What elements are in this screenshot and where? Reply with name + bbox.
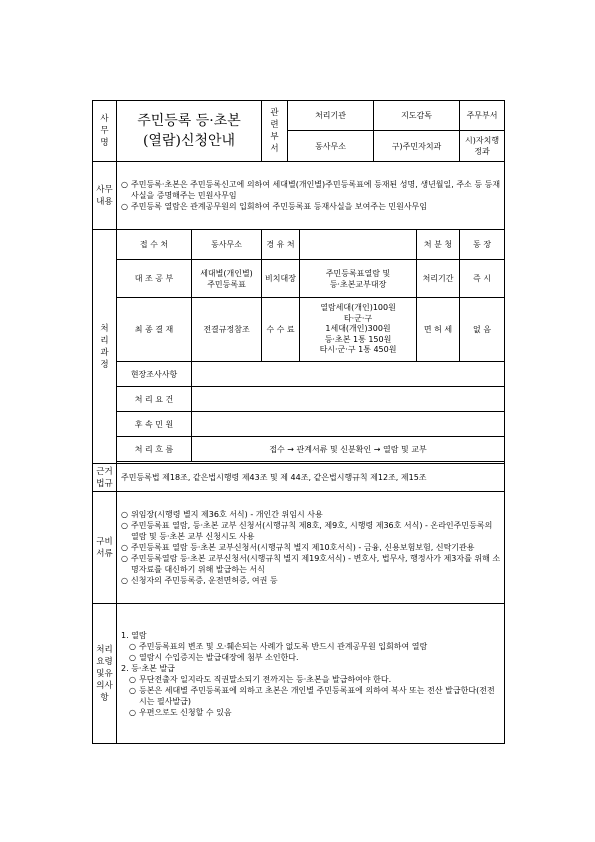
document-item-text: 주민등록표 열람, 등·초본 교부 신청서(시행규칙 제8호, 제9호, 시행령 제36호 서식) - 온라인주민등록의 열람 및 등·초본 교부 신청시도 사용 <box>131 521 493 541</box>
document-item <box>121 575 502 586</box>
notes-item <box>129 674 502 685</box>
ledger2-label: 비치대장 <box>262 260 300 298</box>
document-item-text: 위임장(시행령 별지 제36호 서식) - 개인간 위임시 사용 <box>131 510 323 519</box>
notes-item-text: 우편으로도 신청할 수 있음 <box>139 707 232 717</box>
document-item-text: 신청자의 주민등록증, 운전면허증, 여권 등 <box>131 576 278 585</box>
notes-label <box>93 604 117 744</box>
fee-value-text: 열람세대(개인)100원 타·군·구 1세대(개인)300원 등·초본 1통 150원 타시·군·구 1통 450원 <box>319 303 397 355</box>
ledger2-value-text: 주민등록표열람 및 등·초본교부대장 <box>325 268 391 289</box>
fee-label: 수 수 료 <box>262 298 300 362</box>
form-table <box>92 100 505 744</box>
notes-item <box>129 652 502 663</box>
basis-value: 주민등록법 제18조, 같은법시행령 제43조 및 제 44조, 같은법시행규칙 제12조, 제15조 <box>117 464 505 492</box>
bullet-icon: ○ <box>121 521 128 530</box>
content-bullet <box>121 179 502 201</box>
bullet-icon: ○ <box>129 707 136 717</box>
document-item <box>121 509 502 520</box>
supervision-value: 구)주민자치과 <box>374 131 460 162</box>
final-approval-label: 최 종 결 재 <box>117 298 192 362</box>
ledger-label: 대 조 공 부 <box>117 260 192 298</box>
form-title <box>117 101 262 162</box>
requirements-label: 처 리 요 건 <box>117 387 192 412</box>
bullet-icon: ○ <box>121 576 128 585</box>
notes-item <box>129 685 502 707</box>
process-label <box>93 230 117 464</box>
title-line-1: 주민등록 등·초본 <box>137 113 241 129</box>
site-survey-label: 현장조사사항 <box>117 362 192 387</box>
processing-org-value: 동사무소 <box>288 131 374 162</box>
document-item-text: 주민등록표 열람 등·초본 교부신청서(시행규칙 별지 제10호서식) - 금융, 신용보험보험, 신탁기관용 <box>131 543 475 552</box>
related-dept-label <box>262 101 288 162</box>
notes-item-text: 등본은 세대별 주민등록표에 의하고 초본은 개인별 주민등록표에 의하여 복사 또는 전산 발급한다(전전시는 필사발급) <box>139 685 495 706</box>
via-value <box>300 230 417 260</box>
notes-item <box>129 641 502 652</box>
notes-heading: 2. 등·초본 발급 <box>121 663 175 673</box>
reception-label: 접 수 처 <box>117 230 192 260</box>
affair-name-label <box>93 101 117 162</box>
final-approval-value: 전결규정참조 <box>192 298 262 362</box>
documents-label <box>93 492 117 604</box>
content-bullet-text: 주민등록·초본은 주민등록신고에 의하여 세대별(개인별)주민등록표에 등재된 성명, 생년월일, 주소 등 등재사실을 증명해주는 민원사무임 <box>131 180 501 200</box>
affair-name-label-text: 사무명 <box>100 114 109 148</box>
reception-value: 동사무소 <box>192 230 262 260</box>
content-body <box>117 162 505 230</box>
document-item <box>121 520 502 542</box>
notes-item-text: 열람시 수입증지는 발급대장에 첨부 소인한다. <box>139 652 299 662</box>
follow-up-value <box>192 412 505 437</box>
related-dept-label-text: 관련부서 <box>270 108 279 154</box>
disposer-label: 처 분 청 <box>417 230 460 260</box>
bullet-icon: ○ <box>129 674 136 684</box>
license-tax-value: 없 음 <box>460 298 505 362</box>
bullet-icon: ○ <box>121 510 128 519</box>
site-survey-value <box>192 362 505 387</box>
disposer-value: 동 장 <box>460 230 505 260</box>
flow-label: 처 리 흐 름 <box>117 437 192 462</box>
bullet-icon: ○ <box>121 543 128 552</box>
documents-label-text: 구비서류 <box>96 536 113 559</box>
basis-label-text: 근거법규 <box>96 466 113 489</box>
bullet-icon: ○ <box>129 652 136 662</box>
flow-value: 접수 → 관계서류 및 신분확인 → 열람 및 교부 <box>192 437 505 462</box>
via-label: 경 유 처 <box>262 230 300 260</box>
notes-body <box>117 604 505 744</box>
ledger2-value <box>300 260 417 298</box>
document-item <box>121 542 502 553</box>
content-bullet <box>121 201 502 212</box>
notes-item-text: 무단전출자 일지라도 직권말소되기 전까지는 등·초본을 발급하여야 한다. <box>139 674 392 684</box>
main-dept-header: 주무부서 <box>460 101 505 131</box>
basis-label <box>93 464 117 492</box>
fee-value <box>300 298 417 362</box>
license-tax-label: 면 허 세 <box>417 298 460 362</box>
document-item <box>121 553 502 575</box>
documents-body <box>117 492 505 604</box>
period-value: 즉 시 <box>460 260 505 298</box>
notes-item-text: 주민등록표의 변조 및 오·훼손되는 사례가 없도록 반드시 관계공무원 입회하여 열람 <box>139 641 428 651</box>
bullet-icon: ○ <box>129 641 136 651</box>
processing-org-header: 처리기관 <box>288 101 374 131</box>
ledger-value-text: 세대별(개인별) 주민등록표 <box>200 268 253 289</box>
document-item-text: 주민등록열람 등·초본 교부신청서(시행규칙 별지 제19호서식) - 변호사, 법무사, 행정사가 제3자를 위해 소명자료를 대신하기 위해 발급하는 서식 <box>131 554 501 574</box>
content-label-text: 사무내용 <box>96 184 113 207</box>
bullet-icon: ○ <box>121 180 128 189</box>
notes-item <box>129 707 502 718</box>
main-dept-value: 시)자치행정과 <box>460 131 505 162</box>
period-label: 처리기간 <box>417 260 460 298</box>
process-label-text: 처리과정 <box>100 323 109 370</box>
notes-label-text: 처리요령및유의사항 <box>96 644 113 703</box>
content-label <box>93 162 117 230</box>
bullet-icon: ○ <box>129 685 136 695</box>
application-guide-form <box>92 100 504 763</box>
ledger-value <box>192 260 262 298</box>
content-bullet-text: 주민등록 열람은 관계공무원의 입회하여 주민등록표 등재사실을 보여주는 민원사무임 <box>131 202 428 211</box>
follow-up-label: 후 속 민 원 <box>117 412 192 437</box>
requirements-value <box>192 387 505 412</box>
notes-heading: 1. 열람 <box>121 630 147 640</box>
bullet-icon: ○ <box>121 554 128 563</box>
title-line-2: (열람)신청안내 <box>142 133 236 149</box>
bullet-icon: ○ <box>121 202 128 211</box>
supervision-header: 지도감독 <box>374 101 460 131</box>
